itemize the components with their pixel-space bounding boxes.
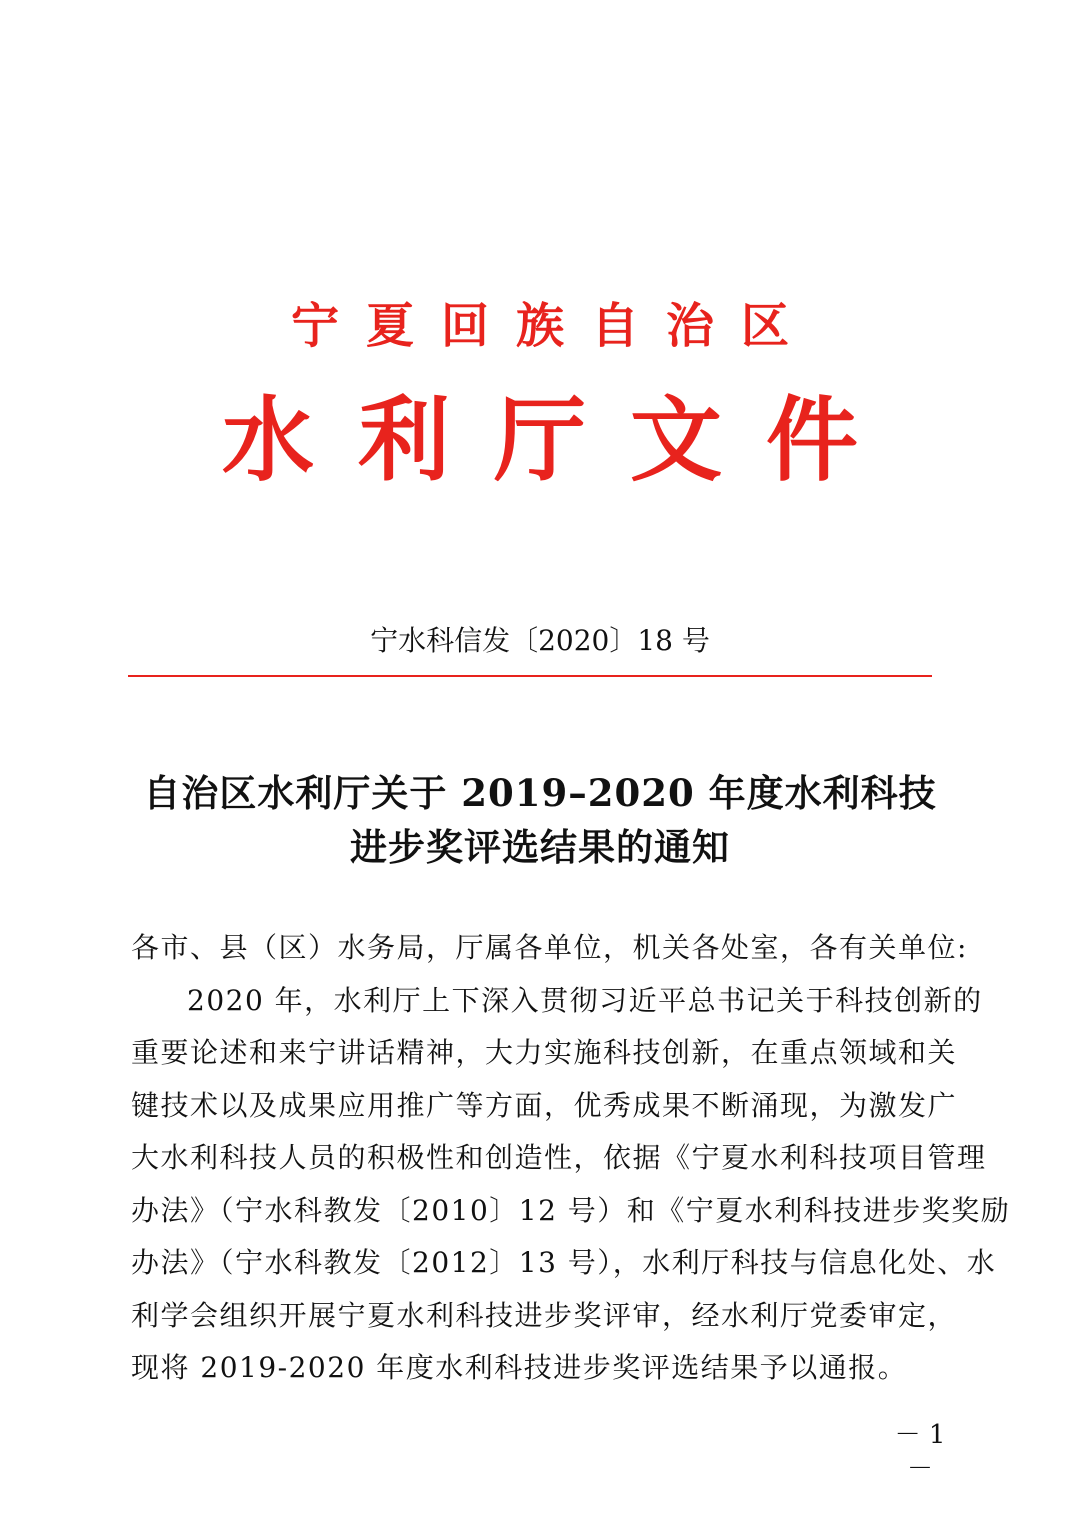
issuing-authority: 宁夏回族自治区 (290, 298, 816, 354)
notice-title (100, 766, 980, 874)
notice-title-line: 进步奖评选结果的通知 (350, 825, 730, 869)
document-type-heading: 水利厅文件 (221, 386, 902, 494)
body-line: 办法》（宁水科教发〔2012〕13 号），水利厅科技与信息化处、水 (131, 1246, 997, 1279)
addressee-line: 各市、县（区）水务局，厅属各单位，机关各处室，各有关单位: (131, 931, 968, 964)
document-number: 宁水科信发〔2020〕18 号 (370, 624, 710, 657)
body-line: 大水利科技人员的积极性和创造性，依据《宁夏水利科技项目管理 (131, 1141, 987, 1174)
notice-title-line: 自治区水利厅关于 2019–2020 年度水利科技 (143, 771, 937, 815)
page-number: － 1 － (894, 1420, 946, 1484)
red-divider-line (128, 675, 932, 677)
body-line: 办法》（宁水科教发〔2010〕12 号）和《宁夏水利科技进步奖奖励 (131, 1193, 1011, 1227)
body-line: 键技术以及成果应用推广等方面，优秀成果不断涌现，为激发广 (131, 1088, 958, 1122)
body-line: 重要论述和来宁讲话精神，大力实施科技创新，在重点领域和关 (131, 1036, 958, 1069)
body-line: 2020 年，水利厅上下深入贯彻习近平总书记关于科技创新的 (187, 983, 983, 1017)
body-line: 利学会组织开展宁夏水利科技进步奖评审，经水利厅党委审定， (131, 1298, 958, 1332)
notice-body (131, 922, 1011, 1395)
body-line: 现将 2019-2020 年度水利科技进步奖评选结果予以通报。 (131, 1351, 908, 1384)
